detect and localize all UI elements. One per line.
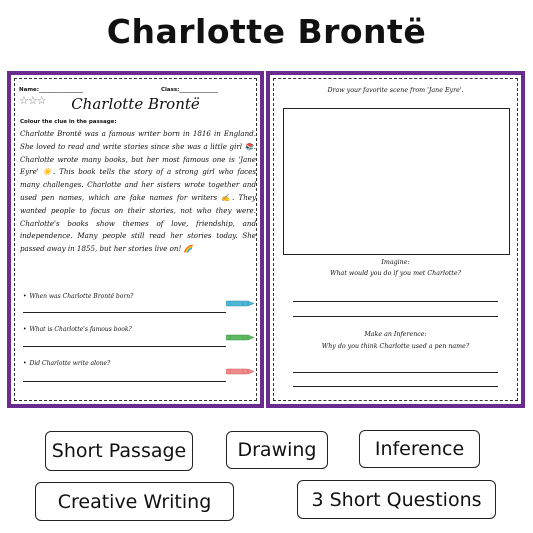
- imagine-question: What would you do if you met Charlotte?: [330, 270, 461, 277]
- draw-prompt: Draw your favorite scene from 'Jane Eyre'.: [327, 87, 464, 94]
- crayon-icon: [226, 300, 254, 307]
- worksheet-title: Charlotte Brontë: [71, 95, 200, 113]
- activity-worksheet-preview: [266, 71, 525, 408]
- question-text: When was Charlotte Brontë born?: [29, 293, 134, 300]
- bullet-icon: •: [23, 326, 27, 333]
- tag-drawing: Drawing: [226, 431, 328, 469]
- crayon-icon: [226, 368, 254, 375]
- answer-line: [293, 386, 498, 387]
- inference-label: Make an Inference:: [364, 331, 427, 338]
- tag-inference: Inference: [359, 430, 480, 468]
- answer-line: [23, 312, 226, 313]
- question-1: [23, 293, 133, 300]
- crayon-icon: [226, 334, 254, 341]
- tag-3-short-questions: 3 Short Questions: [297, 480, 496, 519]
- question-3: [23, 360, 110, 367]
- inference-question: Why do you think Charlotte used a pen name?: [321, 343, 470, 350]
- tag-creative-writing: Creative Writing: [35, 482, 234, 521]
- question-2: [23, 326, 132, 333]
- imagine-label: Imagine:: [381, 259, 410, 266]
- reading-passage: Charlotte Brontë was a famous writer born in 1816 in England. She loved to read and write stories since she was a little girl 📚. Charlotte wrote many books, but her most famous one is 'Jane Eyre' ☀️. This book tells the story of a strong girl who faces many challenges. Charlotte and her sisters wrote together and used pen names, which are fake names for writers ✍️. They wanted people to focus on their stories, not who they were. Charlotte's books show themes of love, friendship, and independence. Many people still read her stories today. She passed away in 1855, but her stories live on! 🌈: [20, 129, 256, 254]
- passage-instruction: Colour the clue in the passage:: [20, 119, 117, 125]
- rating-stars-icon: ☆☆☆: [19, 94, 46, 107]
- answer-line: [23, 381, 226, 382]
- drawing-box: [283, 108, 510, 255]
- name-field-label: Name:________________: [19, 87, 83, 93]
- tag-short-passage: Short Passage: [45, 431, 193, 471]
- class-field-label: Class:______________: [161, 87, 218, 93]
- bullet-icon: •: [23, 293, 27, 300]
- bullet-icon: •: [23, 360, 27, 367]
- page-title: Charlotte Brontë: [106, 12, 427, 51]
- answer-line: [23, 346, 226, 347]
- question-text: What is Charlotte's famous book?: [29, 326, 132, 333]
- question-text: Did Charlotte write alone?: [29, 360, 111, 367]
- answer-line: [293, 372, 498, 373]
- answer-line: [293, 301, 498, 302]
- answer-line: [293, 316, 498, 317]
- reading-worksheet-preview: [7, 71, 264, 408]
